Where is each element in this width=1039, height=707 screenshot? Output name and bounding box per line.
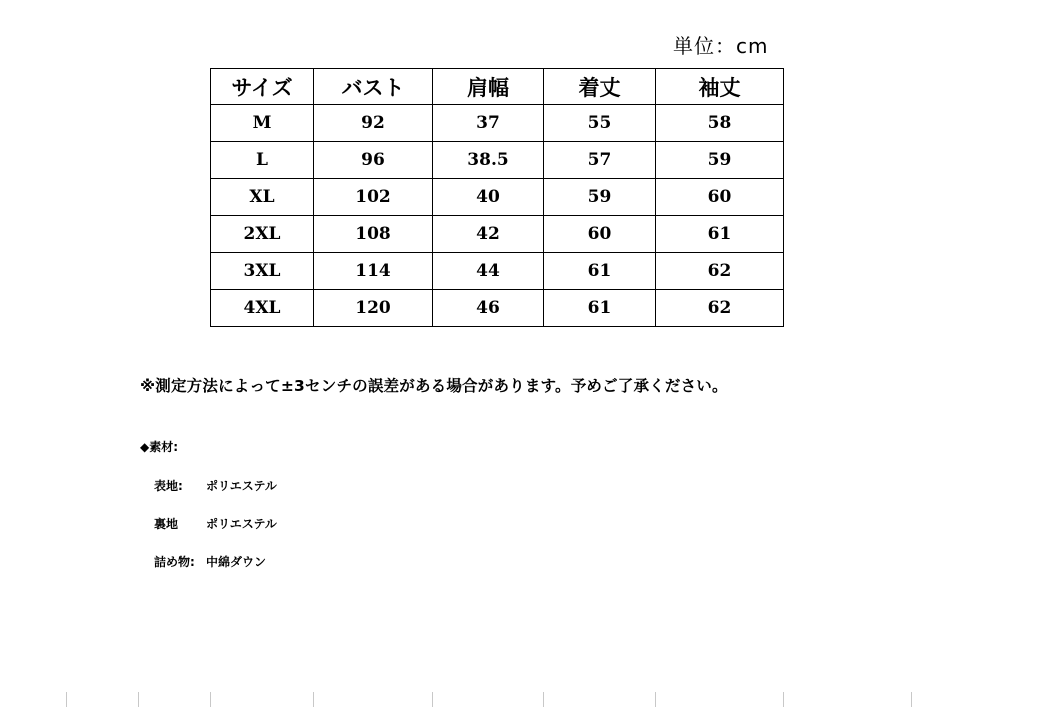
material-outer: [154, 477, 277, 494]
column-guide-tick: [655, 692, 656, 707]
materials-title: ◆素材:: [140, 440, 179, 454]
cell-size: L: [211, 142, 314, 179]
measurement-note: ※測定方法によって±3センチの誤差がある場合があります。予めご了承ください。: [140, 377, 728, 395]
material-filling: [154, 553, 266, 570]
column-guide-tick: [432, 692, 433, 707]
cell-shoulder-width: 46: [433, 290, 544, 327]
cell-bust: 96: [314, 142, 433, 179]
table-row: [211, 290, 784, 327]
table-header-row: [211, 69, 784, 105]
column-guide-tick: [210, 692, 211, 707]
cell-size: XL: [211, 179, 314, 216]
cell-size: M: [211, 105, 314, 142]
cell-size: 3XL: [211, 253, 314, 290]
cell-sleeve-length: 62: [656, 253, 784, 290]
cell-length: 57: [544, 142, 656, 179]
cell-size: 2XL: [211, 216, 314, 253]
unit-label: 単位：cm: [673, 34, 769, 58]
size-table: [210, 68, 784, 327]
column-guide-tick: [138, 692, 139, 707]
cell-length: 60: [544, 216, 656, 253]
table-row: [211, 142, 784, 179]
cell-shoulder-width: 40: [433, 179, 544, 216]
cell-sleeve-length: 61: [656, 216, 784, 253]
header-length: 着丈: [544, 69, 656, 105]
material-label: 裏地: [154, 517, 179, 531]
cell-shoulder-width: 38.5: [433, 142, 544, 179]
header-bust: バスト: [314, 69, 433, 105]
cell-bust: 120: [314, 290, 433, 327]
column-guide-tick: [911, 692, 912, 707]
header-shoulder-width: 肩幅: [433, 69, 544, 105]
cell-shoulder-width: 42: [433, 216, 544, 253]
cell-sleeve-length: 62: [656, 290, 784, 327]
cell-size: 4XL: [211, 290, 314, 327]
material-value: ポリエステル: [206, 517, 277, 531]
column-guide-tick: [313, 692, 314, 707]
material-value: ポリエステル: [206, 479, 277, 493]
table-row: [211, 216, 784, 253]
column-guide-tick: [783, 692, 784, 707]
column-guide-tick: [543, 692, 544, 707]
header-sleeve-length: 袖丈: [656, 69, 784, 105]
table-row: [211, 105, 784, 142]
cell-bust: 92: [314, 105, 433, 142]
cell-shoulder-width: 44: [433, 253, 544, 290]
cell-length: 61: [544, 290, 656, 327]
material-value: 中綿ダウン: [206, 555, 267, 569]
material-lining: [154, 515, 277, 532]
cell-length: 61: [544, 253, 656, 290]
cell-sleeve-length: 59: [656, 142, 784, 179]
column-guide-tick: [66, 692, 67, 707]
cell-bust: 102: [314, 179, 433, 216]
cell-bust: 108: [314, 216, 433, 253]
cell-bust: 114: [314, 253, 433, 290]
cell-shoulder-width: 37: [433, 105, 544, 142]
table-row: [211, 179, 784, 216]
table-row: [211, 253, 784, 290]
material-label: 詰め物:: [154, 555, 195, 569]
header-size: サイズ: [211, 69, 314, 105]
cell-length: 55: [544, 105, 656, 142]
material-label: 表地:: [154, 479, 183, 493]
cell-length: 59: [544, 179, 656, 216]
cell-sleeve-length: 58: [656, 105, 784, 142]
cell-sleeve-length: 60: [656, 179, 784, 216]
